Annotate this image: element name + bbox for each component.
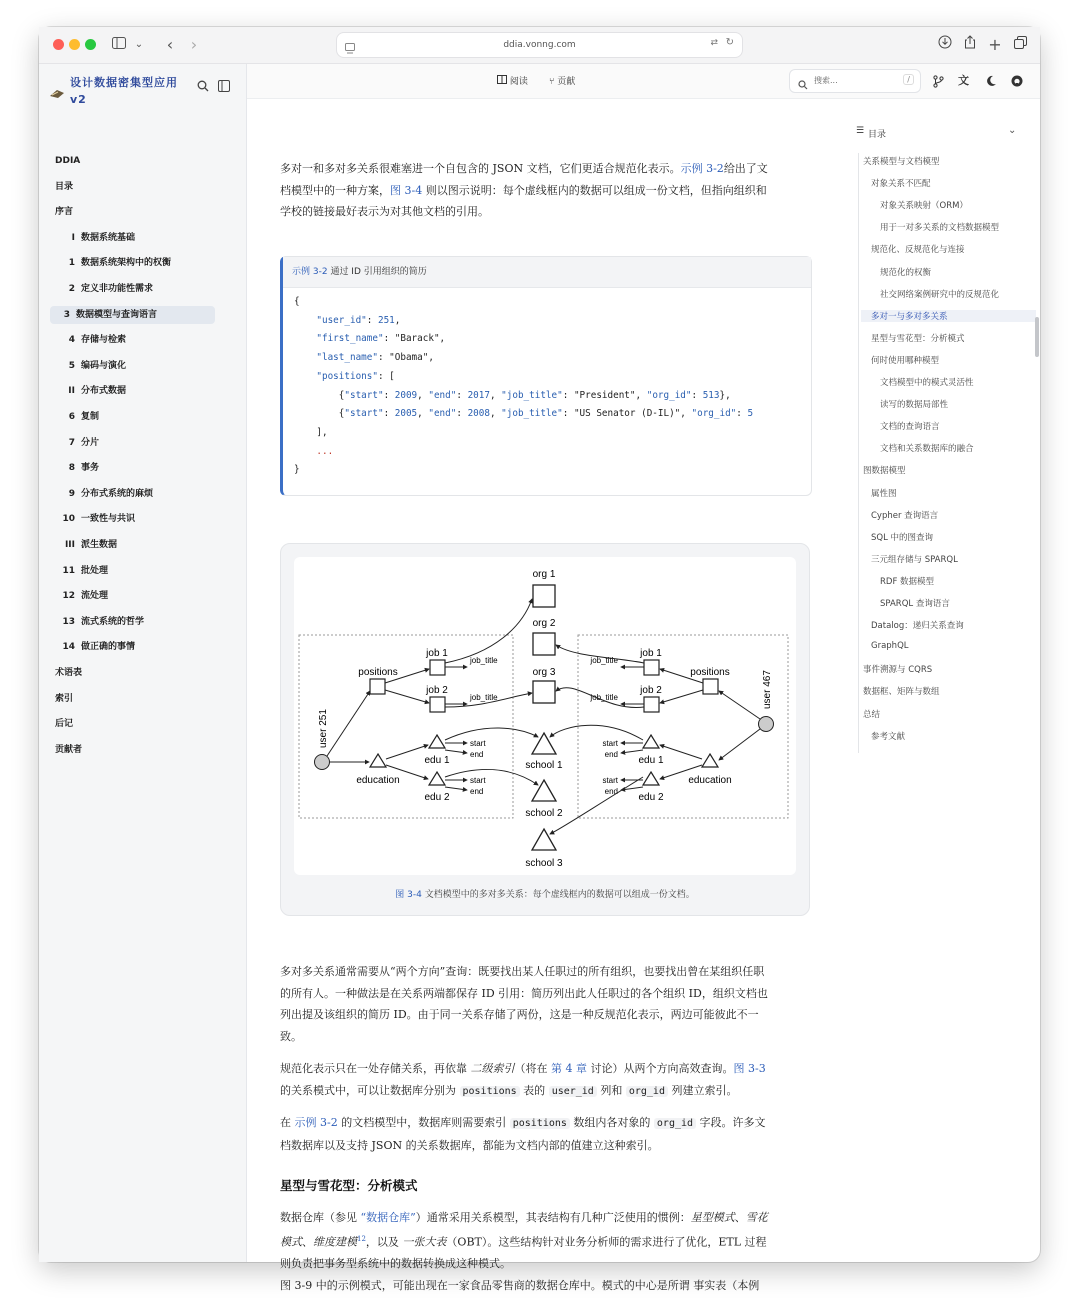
example-3-2-link[interactable]: 示例 3-2 bbox=[294, 1116, 338, 1129]
code-key: "job_title" bbox=[501, 408, 563, 420]
toc-item[interactable]: 多对一与多对多关系 bbox=[861, 310, 1036, 322]
school-3-node bbox=[532, 829, 556, 850]
p4-emphasis: 一张大表 bbox=[402, 1235, 447, 1249]
end-attr: end bbox=[470, 787, 484, 796]
user-467-node bbox=[759, 717, 774, 732]
address-bar[interactable] bbox=[337, 33, 742, 57]
sidebar-item-label: 贡献者 bbox=[55, 744, 83, 755]
forward-icon[interactable]: › bbox=[190, 35, 198, 54]
inline-code: positions bbox=[460, 1086, 520, 1097]
end-attr: end bbox=[604, 750, 618, 759]
sidebar-toggle-icon[interactable] bbox=[109, 35, 129, 55]
code-value: 2017 bbox=[467, 389, 490, 401]
sidebar-item-label: 索引 bbox=[55, 693, 74, 704]
positions-left-node bbox=[370, 679, 385, 694]
toc-item[interactable]: Datalog：递归关系查询 bbox=[871, 621, 964, 632]
search-box[interactable] bbox=[789, 69, 921, 93]
back-icon[interactable]: ‹ bbox=[166, 35, 174, 54]
sidebar-item[interactable] bbox=[55, 741, 82, 759]
toc-item[interactable]: SPARQL 查询语言 bbox=[880, 599, 950, 609]
read-button[interactable] bbox=[497, 74, 528, 87]
sidebar-item-number: II bbox=[68, 386, 75, 397]
pull-request-icon: ⑂ bbox=[549, 77, 555, 87]
toc-item[interactable]: 文档和关系数据库的融合 bbox=[880, 444, 974, 455]
p3-text: 字段。许多文档数据库以及支持 JSON 的关系数据库，都能为文档内部的值建立这种索引。 bbox=[280, 1116, 766, 1152]
dark-mode-icon[interactable] bbox=[985, 72, 997, 91]
sidebar-item-label: 定义非功能性需求 bbox=[81, 284, 154, 294]
toc-item[interactable]: GraphQL bbox=[871, 641, 909, 652]
sidebar-item-label: DDIA bbox=[55, 156, 81, 166]
figure-caption bbox=[281, 887, 809, 900]
collapse-sidebar-icon[interactable] bbox=[218, 77, 230, 96]
logo-icon bbox=[49, 84, 65, 103]
sidebar-item-label: 分片 bbox=[81, 437, 100, 448]
figure-caption-label[interactable]: 图 3-4 bbox=[395, 890, 422, 900]
job-2-left-node bbox=[430, 697, 445, 712]
sidebar-item-number: 8 bbox=[68, 463, 75, 474]
sidebar-item-number: 14 bbox=[62, 642, 75, 653]
new-tab-icon[interactable]: + bbox=[988, 35, 1002, 54]
site-version: v2 bbox=[70, 93, 87, 106]
p4-emphasis: 星型模式 bbox=[690, 1211, 735, 1224]
sidebar-item[interactable] bbox=[55, 254, 171, 272]
code-line: { bbox=[294, 296, 300, 307]
sidebar-item[interactable] bbox=[55, 459, 99, 477]
p3-text: 的文档模型中，数据库则需要索引 bbox=[337, 1116, 510, 1129]
sidebar-item-label: 流式系统的哲学 bbox=[81, 616, 145, 627]
sidebar-item[interactable] bbox=[55, 536, 117, 554]
article-content bbox=[247, 98, 837, 1292]
edu-2-left-node bbox=[429, 772, 445, 785]
toc-item[interactable]: 规范化的权衡 bbox=[880, 267, 932, 278]
education-left-node bbox=[370, 754, 386, 767]
org-3-node bbox=[533, 681, 555, 703]
p2-emphasis: 二级索引 bbox=[470, 1062, 515, 1075]
code-example bbox=[280, 256, 812, 496]
code-value: 2009 bbox=[394, 389, 418, 401]
figure-diagram-panel bbox=[294, 557, 796, 875]
sidebar-item-number: 3 bbox=[63, 309, 70, 320]
toc-item[interactable]: RDF 数据模型 bbox=[880, 576, 935, 587]
sidebar-item[interactable] bbox=[55, 203, 73, 221]
job-2-right-label: job 2 bbox=[640, 685, 662, 696]
sidebar-item[interactable] bbox=[55, 613, 144, 631]
toc-item[interactable]: 参考文献 bbox=[871, 731, 906, 742]
job-1-left-node bbox=[430, 660, 445, 675]
code-key: "job_title" bbox=[501, 389, 563, 401]
code-key: "org_id" bbox=[646, 389, 692, 401]
p2-text: 列和 bbox=[596, 1083, 626, 1097]
section-heading: 星型与雪花型：分析模式 bbox=[280, 1178, 418, 1193]
reload-icon[interactable]: ↻ bbox=[725, 37, 734, 48]
org-2-label: org 2 bbox=[532, 618, 556, 629]
user-251-label: user 251 bbox=[318, 709, 329, 748]
toc-item[interactable]: 星型与雪花型：分析模式 bbox=[871, 333, 965, 344]
toc-item[interactable]: 数据框、矩阵与数组 bbox=[863, 687, 940, 698]
site-title[interactable] bbox=[70, 74, 200, 108]
paragraph-data-warehouse bbox=[280, 1207, 770, 1274]
sidebar-item-number: 1 bbox=[68, 258, 75, 269]
toc-item[interactable]: 规范化、反规范化与连接 bbox=[871, 245, 965, 256]
p3-text: 数组内各对象的 bbox=[569, 1116, 654, 1129]
book-icon bbox=[497, 77, 510, 87]
p4-text: ）通常采用关系模型，其表结构有几种广泛使用的惯例： bbox=[415, 1211, 691, 1224]
toc-item[interactable]: SQL 中的图查询 bbox=[871, 532, 934, 543]
job-title-attr: job_title bbox=[470, 656, 498, 665]
sidebar-item[interactable] bbox=[55, 280, 153, 298]
sidebar-item-label: 分布式系统的麻烦 bbox=[81, 488, 154, 499]
sidebar-item[interactable] bbox=[55, 638, 135, 656]
sidebar-item[interactable] bbox=[55, 178, 73, 196]
toc-title[interactable]: 目录 bbox=[868, 130, 887, 140]
code-value: "Barack" bbox=[394, 333, 440, 345]
sidebar-item-label: 术语表 bbox=[55, 668, 83, 678]
school-1-label: school 1 bbox=[525, 760, 563, 771]
school-3-label: school 3 bbox=[525, 858, 563, 869]
p2-text: 的关系模式中，可以让数据库分别为 bbox=[280, 1083, 460, 1097]
search-icon[interactable] bbox=[197, 77, 209, 96]
translate-icon[interactable]: ⇄ bbox=[710, 38, 718, 48]
inline-code: user_id bbox=[549, 1086, 597, 1097]
p4-emphasis: 维度建模 bbox=[313, 1235, 357, 1249]
toc-item[interactable]: 对象关系映射（ORM） bbox=[880, 201, 968, 212]
scrollbar-thumb[interactable] bbox=[1035, 317, 1039, 357]
toc-item[interactable]: 社交网络案例研究中的反规范化 bbox=[880, 289, 1000, 300]
org-2-node bbox=[533, 633, 555, 655]
start-attr: start bbox=[470, 739, 486, 748]
example-header bbox=[283, 257, 811, 288]
code-key: "end" bbox=[428, 408, 457, 420]
toc-item[interactable]: 关系模型与文档模型 bbox=[863, 157, 940, 167]
p4-text: 、 bbox=[302, 1235, 313, 1249]
code-key: "user_id" bbox=[316, 314, 367, 326]
p3-text: 在 bbox=[280, 1116, 295, 1129]
toc-item[interactable]: 属性图 bbox=[871, 488, 897, 499]
start-attr: start bbox=[602, 776, 618, 785]
code-key: "org_id" bbox=[691, 408, 737, 420]
code-key: "positions" bbox=[316, 370, 378, 382]
positions-right-label: positions bbox=[690, 667, 730, 678]
paragraph-cutoff: 图 3-9 中的示例模式，可能出现在一家食品零售商的数据仓库中。模式的中心是所谓 事实表（本例 bbox=[280, 1279, 760, 1292]
tab-overview-icon[interactable] bbox=[1010, 35, 1030, 55]
code-key: "start" bbox=[344, 408, 384, 420]
sidebar-item-label: 后记 bbox=[55, 719, 74, 730]
sidebar-item-label: 数据系统架构中的权衡 bbox=[81, 258, 172, 269]
chevron-down-icon[interactable]: ⌄ bbox=[1008, 125, 1017, 136]
search-shortcut-badge: / bbox=[903, 74, 914, 85]
code-value: 2005 bbox=[394, 408, 418, 420]
sidebar-item[interactable] bbox=[55, 357, 126, 375]
code-line: ], bbox=[316, 426, 328, 438]
browser-titlebar bbox=[39, 27, 1040, 64]
url-text: ddia.vonng.com bbox=[503, 40, 576, 50]
job-2-left-label: job 2 bbox=[426, 685, 448, 696]
chapter-4-link[interactable]: 第 4 章 bbox=[551, 1062, 587, 1075]
sidebar-item-label: 数据模型与查询语言 bbox=[76, 309, 158, 320]
sidebar-item-label: 复制 bbox=[81, 412, 100, 422]
p2-text: 规范化表示只在一处存储关系，再依靠 bbox=[280, 1062, 471, 1075]
positions-left-label: positions bbox=[358, 667, 398, 678]
intro-text-b: 给出了文档模型中的一种方案， bbox=[280, 162, 768, 197]
sidebar-item-label: 流处理 bbox=[81, 591, 109, 602]
many-to-many-diagram bbox=[294, 557, 796, 875]
sidebar-item-label: 目录 bbox=[55, 181, 74, 192]
code-value: "US Senator (D-IL)" bbox=[573, 408, 681, 420]
intro-paragraph bbox=[280, 158, 770, 223]
page-topbar bbox=[247, 64, 1040, 99]
code-value: 5 bbox=[747, 408, 754, 420]
p2-text: 列建立索引。 bbox=[667, 1083, 738, 1097]
minimize-window-button[interactable] bbox=[69, 39, 80, 50]
json-code-block: { "user_id": 251, "first_name": "Barack", "last_name": "Obama", "positions": [ {"start": 2009, "end": 2017, "job_title": "President", "org_id": 513}, {"start": 2005, "end": 2008, "job_title": "US Senator (D-IL)", "org_id": 5 ], ... } bbox=[294, 296, 754, 476]
sidebar-item[interactable] bbox=[55, 715, 73, 733]
edu-2-left-label: edu 2 bbox=[424, 792, 450, 803]
sidebar-item-label: 事务 bbox=[81, 463, 100, 474]
sidebar-item-number: III bbox=[64, 540, 75, 550]
tab-group-chevron-icon[interactable]: ⌄ bbox=[134, 39, 144, 50]
contribute-label: 贡献 bbox=[557, 77, 576, 87]
code-value: "Obama" bbox=[389, 352, 429, 364]
toc-item[interactable]: 图数据模型 bbox=[863, 466, 906, 477]
sidebar-item[interactable] bbox=[55, 690, 73, 708]
user-467-label: user 467 bbox=[762, 670, 773, 709]
data-warehouse-link[interactable]: “数据仓库” bbox=[360, 1211, 416, 1224]
job-2-right-node bbox=[644, 697, 659, 712]
code-key: "end" bbox=[428, 389, 457, 401]
toc-item[interactable]: 文档的查询语言 bbox=[880, 422, 940, 433]
sidebar-item-number: I bbox=[71, 232, 75, 243]
sidebar-item[interactable] bbox=[55, 485, 153, 503]
inline-code: org_id bbox=[626, 1086, 668, 1097]
sidebar-item-label: 数据系统基础 bbox=[81, 232, 136, 243]
sidebar-item-number: 4 bbox=[68, 335, 75, 346]
user-251-node bbox=[315, 755, 330, 770]
inline-code: positions bbox=[510, 1118, 570, 1129]
sidebar-item[interactable] bbox=[55, 562, 108, 580]
education-right-label: education bbox=[688, 775, 732, 786]
toc-item[interactable]: 读写的数据局部性 bbox=[880, 400, 949, 411]
sidebar-item-label: 分布式数据 bbox=[81, 386, 127, 397]
edu-2-right-label: edu 2 bbox=[638, 792, 664, 803]
job-title-attr: job_title bbox=[590, 693, 618, 702]
book-sidebar bbox=[39, 64, 247, 1262]
education-left-label: education bbox=[356, 775, 400, 786]
p4-emphasis: 雪花模式 bbox=[280, 1211, 768, 1249]
example-title: 通过 ID 引用组织的简历 bbox=[330, 267, 427, 277]
zoom-window-button[interactable] bbox=[85, 39, 96, 50]
sidebar-item-number: 2 bbox=[68, 284, 75, 294]
p4-text: （OBT）。这些结构针对业务分析师的需求进行了优化，ETL 过程则负责把事务型系统中的数据转换成这种模式。 bbox=[280, 1235, 767, 1270]
sidebar-item-number: 5 bbox=[68, 360, 75, 371]
edu-2-right-node bbox=[643, 772, 659, 785]
sidebar-item-number: 13 bbox=[62, 616, 75, 627]
intro-text-a: 多对一和多对多关系很难塞进一个自包含的 JSON 文档，它们更适合规范化表示。 bbox=[280, 162, 681, 175]
figure-3-3-link[interactable]: 图 3-3 bbox=[733, 1062, 766, 1075]
search-icon bbox=[798, 75, 808, 94]
contribute-button[interactable] bbox=[549, 74, 575, 87]
github-icon[interactable] bbox=[1011, 72, 1023, 91]
org-3-label: org 3 bbox=[532, 667, 556, 678]
toc-item[interactable]: Cypher 查询语言 bbox=[871, 510, 939, 521]
intro-text-c: 则以图示说明：每个虚线框内的数据可以组成一份文档，但指向组织和学校的链接最好表示为对其他文档的引用。 bbox=[280, 183, 767, 218]
figure-caption-text: 文档模型中的多对多关系：每个虚线框内的数据可以组成一份文档。 bbox=[424, 890, 695, 900]
list-icon: ☰ bbox=[856, 126, 865, 136]
figure-3-4-link[interactable]: 图 3-4 bbox=[390, 183, 423, 197]
downloads-icon[interactable] bbox=[935, 35, 955, 55]
sidebar-item[interactable] bbox=[55, 408, 99, 426]
code-key: "start" bbox=[344, 389, 384, 401]
end-attr: end bbox=[604, 787, 618, 796]
browser-window bbox=[39, 27, 1040, 1292]
sidebar-item-label: 派生数据 bbox=[81, 540, 118, 550]
sidebar-item-label: 批处理 bbox=[81, 565, 109, 576]
start-attr: start bbox=[470, 776, 486, 785]
sidebar-item[interactable] bbox=[55, 152, 80, 170]
code-value: 513 bbox=[702, 389, 720, 401]
sidebar-item-label: 编码与演化 bbox=[81, 360, 127, 371]
close-window-button[interactable] bbox=[53, 39, 64, 50]
sidebar-item-label: 做正确的事情 bbox=[81, 642, 136, 653]
job-1-left-label: job 1 bbox=[426, 648, 448, 659]
sidebar-item-label: 存储与检索 bbox=[81, 335, 127, 346]
p4-text: ，以及 bbox=[365, 1235, 403, 1249]
example-label: 示例 3-2 bbox=[292, 267, 328, 277]
share-icon[interactable] bbox=[960, 35, 980, 55]
school-2-label: school 2 bbox=[525, 808, 563, 819]
code-value: "President" bbox=[573, 389, 636, 401]
code-ellipsis: ... bbox=[316, 445, 334, 457]
toc-item[interactable]: 三元组存储与 SPARQL bbox=[871, 554, 958, 565]
sidebar-item-number: 10 bbox=[62, 514, 75, 525]
edu-1-left-node bbox=[429, 735, 445, 748]
code-value: 2008 bbox=[467, 408, 490, 420]
code-line: } bbox=[294, 464, 300, 476]
paragraph-document-index bbox=[280, 1112, 770, 1156]
sidebar-item-label: 一致性与共识 bbox=[81, 514, 136, 525]
toc-item[interactable]: 何时使用哪种模型 bbox=[871, 355, 940, 366]
edu-1-left-label: edu 1 bbox=[424, 755, 450, 766]
edu-1-right-node bbox=[643, 735, 659, 748]
paragraph-normalized bbox=[280, 1058, 770, 1102]
sidebar-item-number: 6 bbox=[68, 412, 75, 422]
sidebar-item[interactable] bbox=[50, 306, 215, 324]
toc-item[interactable]: 对象关系不匹配 bbox=[871, 179, 931, 190]
p2-text: 讨论）从两个方向高效查询。 bbox=[587, 1062, 734, 1075]
code-key: "last_name" bbox=[316, 352, 378, 364]
inline-code: org_id bbox=[654, 1118, 696, 1129]
toc-item[interactable]: 用于一对多关系的文档数据模型 bbox=[880, 223, 1000, 234]
sidebar-item[interactable] bbox=[55, 382, 126, 400]
sidebar-item[interactable] bbox=[55, 664, 82, 682]
p2-text: （将在 bbox=[514, 1062, 551, 1075]
education-right-node bbox=[702, 754, 718, 767]
paragraph-two-directions: 多对多关系通常需要从“两个方向”查询：既要找出某人任职过的所有组织，也要找出曾在某组织任职的所有人。一种做法是在关系两端都保存 ID 引用：简历列出此人任职过的各个组织 ID，组织文档也列出提及该组织的简历 ID。由于同一关系存储了两份，这是一种反规范化表示，两边可能彼此不一致。 bbox=[280, 965, 768, 1043]
code-value: 251 bbox=[377, 314, 395, 326]
sidebar-item-number: 9 bbox=[68, 488, 75, 499]
org-1-label: org 1 bbox=[532, 569, 556, 580]
toc-rail bbox=[858, 153, 859, 753]
job-title-attr: job_title bbox=[470, 693, 498, 702]
org-1-node bbox=[533, 585, 555, 607]
toc-item[interactable]: 总结 bbox=[863, 709, 881, 720]
p2-text: 表的 bbox=[519, 1083, 549, 1097]
positions-right-node bbox=[703, 679, 718, 694]
job-1-right-label: job 1 bbox=[640, 648, 662, 659]
job-title-attr: job_title bbox=[590, 656, 618, 665]
sidebar-item-number: 11 bbox=[62, 565, 75, 576]
toc-item[interactable]: 事件溯源与 CQRS bbox=[863, 665, 933, 676]
git-branch-icon[interactable] bbox=[933, 73, 944, 92]
edu-1-right-label: edu 1 bbox=[638, 755, 664, 766]
toc-item[interactable]: 文档模型中的模式灵活性 bbox=[880, 378, 974, 388]
sidebar-item-number: 12 bbox=[62, 591, 75, 602]
job-1-right-node bbox=[644, 660, 659, 675]
p4-text: 、 bbox=[734, 1211, 746, 1224]
p4-text: 数据仓库（参见 bbox=[280, 1211, 361, 1224]
end-attr: end bbox=[470, 750, 484, 759]
code-key: "first_name" bbox=[316, 333, 384, 345]
read-label: 阅读 bbox=[509, 77, 528, 87]
search-input[interactable]: 搜索... bbox=[814, 76, 838, 85]
example-3-2-link[interactable]: 示例 3-2 bbox=[680, 162, 724, 175]
language-icon[interactable]: 文 bbox=[958, 74, 969, 87]
footnote-link[interactable]: 12 bbox=[357, 1234, 366, 1243]
figure-3-4 bbox=[280, 543, 810, 916]
sidebar-item[interactable] bbox=[55, 331, 126, 349]
start-attr: start bbox=[602, 739, 618, 748]
sidebar-item-number: 7 bbox=[68, 437, 75, 448]
sidebar-item-label: 序言 bbox=[55, 207, 74, 218]
sidebar-item[interactable] bbox=[55, 434, 99, 452]
site-title-line1: 设计数据密集型应用 bbox=[70, 76, 178, 89]
sidebar-item[interactable] bbox=[55, 229, 135, 247]
sidebar-item[interactable] bbox=[55, 587, 108, 605]
sidebar-item[interactable] bbox=[55, 510, 135, 528]
